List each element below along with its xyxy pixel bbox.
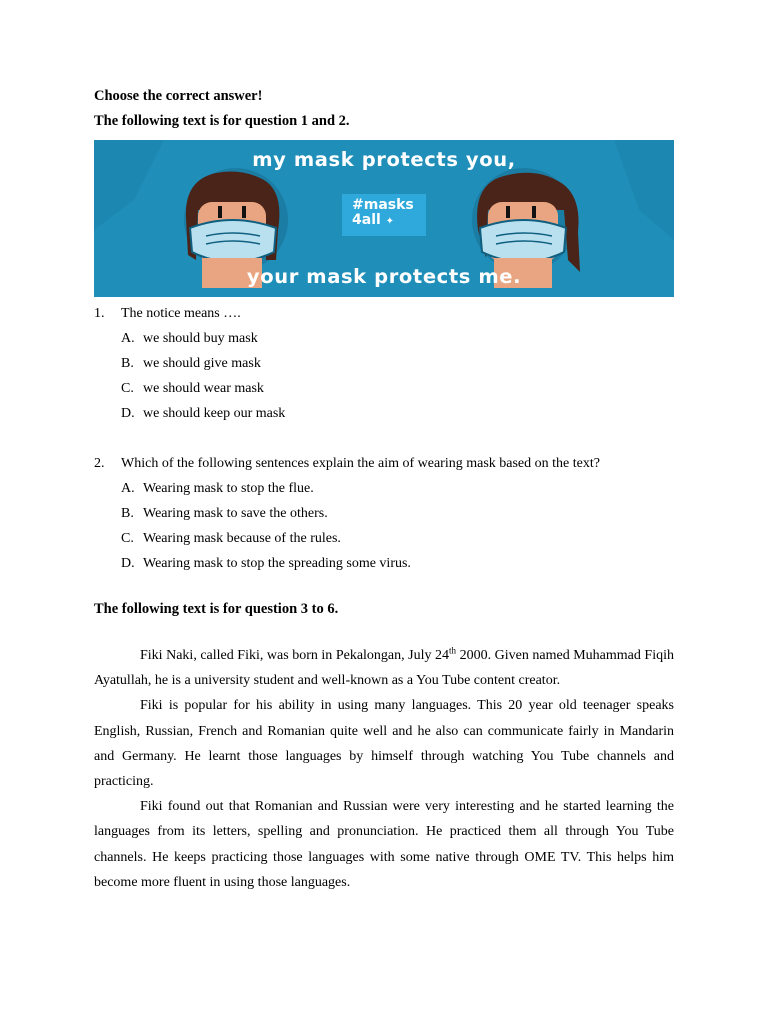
- answer-option-a[interactable]: [94, 326, 674, 351]
- question-1: [94, 301, 674, 426]
- option-text: we should buy mask: [143, 331, 258, 346]
- option-text: we should wear mask: [143, 381, 264, 396]
- answer-option-b[interactable]: [94, 501, 674, 526]
- answer-option-d[interactable]: [94, 551, 674, 576]
- reading-passage: [94, 643, 674, 895]
- passage-paragraph-3: Fiki found out that Romanian and Russian were very interesting and he started learning the languages from its letters, spelling and pronunciation. He practiced them all through You Tube channels. He keeps practicing those languages with some native through OME TV. This helps him become more fluent in using those languages.: [94, 799, 674, 890]
- mask-notice-banner: [94, 140, 674, 297]
- ordinal-suffix: th: [449, 645, 457, 656]
- worksheet-page: [94, 86, 674, 895]
- option-text: Wearing mask to stop the spreading some virus.: [143, 556, 411, 571]
- banner-top-text: my mask protects you,: [252, 148, 516, 171]
- option-text: Wearing mask to save the others.: [143, 506, 328, 521]
- passage-paragraph-2: Fiki is popular for his ability in using many languages. This 20 year old teenager speaks English, Russian, French and Romanian quite well and he also can communicate fairly in Mandarin and Germany. He learnt those languages by himself through watching You Tube channels and practicing.: [94, 698, 674, 790]
- question-number: 1.: [94, 306, 105, 321]
- hashtag-badge: [342, 194, 426, 236]
- answer-option-a[interactable]: [94, 476, 674, 501]
- question-text: The notice means ….: [121, 306, 241, 321]
- banner-bottom-text: your mask protects me.: [246, 265, 522, 288]
- section-heading-q3-q6: The following text is for question 3 to 6.: [94, 601, 339, 617]
- answer-option-b[interactable]: [94, 351, 674, 376]
- option-text: we should give mask: [143, 356, 261, 371]
- passage-paragraph-1: [94, 643, 674, 693]
- section-heading-q1-q2: The following text is for question 1 and 2.: [94, 113, 350, 129]
- twitter-bird-icon: ✦: [385, 216, 395, 227]
- answer-option-c[interactable]: [94, 376, 674, 401]
- answer-option-d[interactable]: [94, 401, 674, 426]
- hashtag-line1: #masks: [352, 197, 414, 213]
- passage-text: 2000. Given named Muhammad Fiqih Ayatullah, he is a university student and well-known as a You Tube content creator.: [94, 648, 674, 689]
- option-letter: C.: [121, 531, 134, 546]
- option-letter: A.: [121, 481, 135, 496]
- option-text: we should keep our mask: [143, 406, 286, 421]
- option-letter: C.: [121, 381, 134, 396]
- option-letter: D.: [121, 406, 135, 421]
- option-letter: A.: [121, 331, 135, 346]
- answer-option-c[interactable]: [94, 526, 674, 551]
- hashtag-line2: 4all: [352, 212, 381, 228]
- option-letter: D.: [121, 556, 135, 571]
- question-text: Which of the following sentences explain the aim of wearing mask based on the text?: [121, 456, 600, 471]
- instruction-heading: Choose the correct answer!: [94, 88, 263, 104]
- option-letter: B.: [121, 506, 134, 521]
- passage-text: Fiki Naki, called Fiki, was born in Pekalongan, July 24: [140, 648, 450, 663]
- option-text: Wearing mask because of the rules.: [143, 531, 341, 546]
- question-2: [94, 451, 674, 576]
- option-letter: B.: [121, 356, 134, 371]
- question-number: 2.: [94, 456, 105, 471]
- option-text: Wearing mask to stop the flue.: [143, 481, 314, 496]
